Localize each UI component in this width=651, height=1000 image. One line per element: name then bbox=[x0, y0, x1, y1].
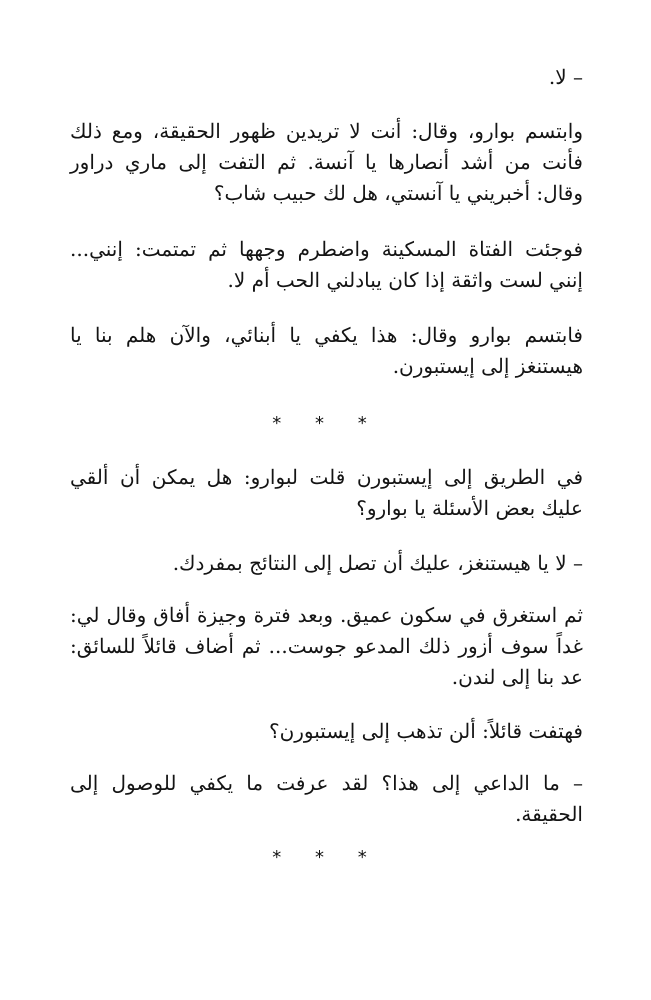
paragraph-2: وابتسم بوارو، وقال: أنت لا تريدين ظهور الحقيقة، ومع ذلك فأنت من أشد أنصارها يا آنسة. ثم التفت إلى ماري دراور وقال: أخبريني يا آنستي، هل لك حبيب شاب؟ bbox=[70, 119, 584, 205]
book-page bbox=[70, 0, 583, 1000]
paragraph-3: فوجئت الفتاة المسكينة واضطرم وجهها ثم تمتمت: إنني... إنني لست واثقة إذا كان يبادلني الحب أم لا. bbox=[70, 237, 583, 292]
section-separator: * * * bbox=[272, 847, 381, 868]
paragraph-5: في الطريق إلى إيستبورن قلت لبوارو: هل يمكن أن ألقي عليك بعض الأسئلة يا بوارو؟ bbox=[70, 465, 583, 520]
paragraph-4: فابتسم بوارو وقال: هذا يكفي يا أبنائي، والآن هلم بنا يا هيستنغز إلى إيستبورن. bbox=[70, 323, 583, 378]
paragraph-7: ثم استغرق في سكون عميق. وبعد فترة وجيزة أفاق وقال لي: غداً سوف أزور ذلك المدعو جوست... ثم أضاف قائلاً للسائق: عد بنا إلى لندن. bbox=[70, 603, 583, 689]
paragraph-8: فهتفت قائلاً: ألن تذهب إلى إيستبورن؟ bbox=[268, 719, 583, 743]
paragraph-1: – لا. bbox=[548, 65, 583, 89]
section-separator: * * * bbox=[272, 413, 381, 434]
paragraph-9: – ما الداعي إلى هذا؟ لقد عرفت ما يكفي للوصول إلى الحقيقة. bbox=[70, 771, 583, 826]
paragraph-6: – لا يا هيستنغز، عليك أن تصل إلى النتائج بمفردك. bbox=[172, 551, 583, 575]
